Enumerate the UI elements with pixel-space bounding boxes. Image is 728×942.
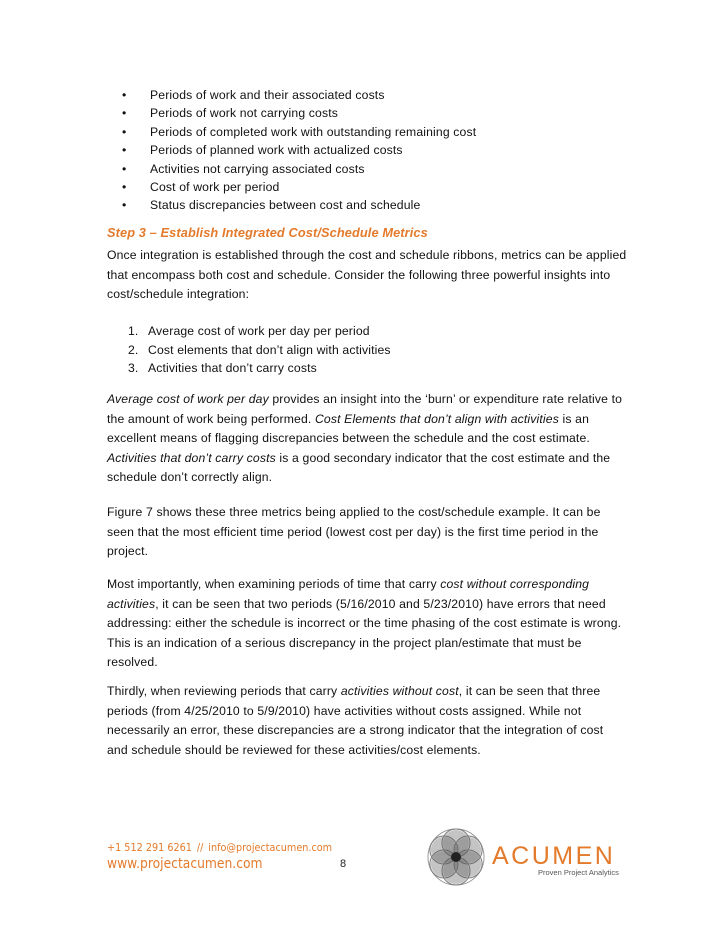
footer-contact <box>107 842 332 854</box>
bullet-icon: • <box>122 143 127 158</box>
cost-without-activities-paragraph: Most importantly, when examining periods of time that carry cost without corresponding activities, it can be seen that two periods (5/16/2010 and 5/23/2010) have errors that need addressing: either the schedule is incorrect or the time phasing of the cost estimate is wrong. This is an indication of a serious discrepancy in the project plan/estimate that must be resolved. <box>107 577 622 669</box>
list-item: 2. Cost elements that don’t align with activities <box>128 342 391 357</box>
intro-paragraph: Once integration is established through the cost and schedule ribbons, metrics can be applied that encompass both cost and schedule. Consider the following three powerful insights into cost/schedule integration: <box>107 248 627 301</box>
section-heading: Step 3 – Establish Integrated Cost/Schedule Metrics <box>107 225 428 240</box>
email-link[interactable]: info@projectacumen.com <box>208 842 333 854</box>
list-item: • Status discrepancies between cost and schedule <box>118 196 476 214</box>
activities-without-cost-paragraph: Thirdly, when reviewing periods that carry activities without cost, it can be seen that three periods (from 4/25/2010 to 5/9/2010) have activities without costs assigned. While not necessarily an error, these discrepancies are a strong indicator that the integration of cost and schedule should be reviewed for these activities/cost elements. <box>107 684 604 757</box>
list-item: • Periods of completed work with outstanding remaining cost <box>118 123 476 141</box>
bullet-icon: • <box>122 124 127 139</box>
bullet-icon: • <box>122 180 127 195</box>
phone-number: +1 512 291 6261 <box>107 842 192 854</box>
metrics-explanation-paragraph: Average cost of work per day provides an insight into the ‘burn’ or expenditure rate relative to the amount of work being performed. Cost Elements that don’t align with activities is an excellent means of flagging discrepancies between the schedule and the cost estimate. Activities that don’t carry costs is a good secondary indicator that the cost estimate and the schedule don’t correctly align. <box>107 392 623 484</box>
list-item: • Cost of work per period <box>118 178 476 196</box>
list-item: 1. Average cost of work per day per period <box>128 324 370 338</box>
bullet-icon: • <box>122 88 127 102</box>
list-item: • Activities not carrying associated costs <box>118 160 476 178</box>
figure-reference-paragraph: Figure 7 shows these three metrics being applied to the cost/schedule example. It can be seen that the most efficient time period (lowest cost per day) is the first time period in the project. <box>107 505 601 558</box>
list-item: • Periods of work not carrying costs <box>118 104 476 122</box>
bullet-icon: • <box>122 198 127 213</box>
brand-tagline: Proven Project Analytics <box>538 868 619 877</box>
acumen-flower-logo-icon <box>426 827 486 887</box>
list-item: • Periods of work and their associated costs <box>118 86 476 104</box>
list-item: 3. Activities that don’t carry costs <box>128 361 317 376</box>
separator: // <box>196 842 204 854</box>
bullet-icon: • <box>122 161 127 176</box>
website-link[interactable]: www.projectacumen.com <box>107 856 263 872</box>
bullet-list <box>118 86 476 215</box>
bullet-icon: • <box>122 106 127 121</box>
numbered-list <box>128 322 391 378</box>
page-number: 8 <box>340 858 347 870</box>
list-item: • Periods of planned work with actualized costs <box>118 141 476 159</box>
brand-name: ACUMEN <box>492 842 616 870</box>
